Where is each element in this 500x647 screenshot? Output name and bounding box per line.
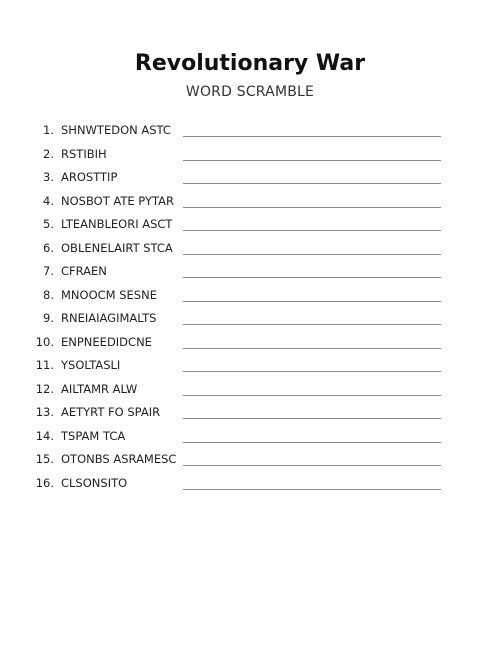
item-number: 16. — [35, 475, 54, 490]
answer-line — [183, 489, 441, 490]
scrambled-word: NOSBOT ATE PYTAR — [61, 193, 174, 208]
item-number: 1. — [43, 123, 54, 137]
item-number: 9. — [43, 311, 54, 325]
list-item — [0, 472, 500, 496]
scrambled-word: YSOLTASLI — [61, 358, 121, 372]
list-item — [0, 237, 500, 261]
answer-line — [183, 442, 441, 443]
item-number: 5. — [43, 217, 54, 231]
worksheet-subtitle: WORD SCRAMBLE — [185, 84, 315, 100]
list-item — [0, 284, 500, 308]
answer-line — [183, 254, 441, 255]
scrambled-word: RNEIAIAGIMALTS — [61, 311, 157, 325]
item-number: 3. — [43, 170, 54, 184]
item-number: 2. — [43, 146, 54, 161]
item-number: 6. — [43, 240, 54, 255]
list-item — [0, 331, 500, 355]
list-item — [0, 425, 500, 449]
answer-line — [183, 183, 441, 184]
scrambled-word: OBLENELAIRT STCA — [61, 240, 173, 255]
item-number: 4. — [43, 193, 54, 208]
answer-line — [183, 207, 441, 208]
scrambled-word: SHNWTEDON ASTC — [61, 123, 171, 137]
scrambled-word: ENPNEEDIDCNE — [61, 334, 152, 349]
answer-line — [183, 395, 441, 396]
item-number: 11. — [35, 358, 54, 372]
list-item — [0, 166, 500, 190]
scrambled-word: CFRAEN — [61, 264, 107, 278]
list-item — [0, 260, 500, 284]
scrambled-word: AROSTTIP — [61, 170, 118, 184]
list-item — [0, 354, 500, 378]
answer-line — [183, 160, 441, 161]
item-number: 10. — [35, 334, 54, 349]
answer-line — [183, 277, 441, 278]
list-item — [0, 401, 500, 425]
list-item — [0, 213, 500, 237]
worksheet-title: Revolutionary War — [134, 51, 366, 76]
item-number: 12. — [35, 381, 54, 396]
scrambled-word: RSTIBIH — [61, 146, 107, 161]
list-item — [0, 378, 500, 402]
answer-line — [183, 348, 441, 349]
list-item — [0, 448, 500, 472]
item-number: 13. — [35, 405, 54, 419]
answer-line — [183, 418, 441, 419]
list-item — [0, 190, 500, 214]
item-number: 15. — [35, 452, 54, 466]
item-number: 14. — [35, 428, 54, 443]
answer-line — [183, 324, 441, 325]
scrambled-word: TSPAM TCA — [61, 428, 126, 443]
answer-line — [183, 465, 441, 466]
answer-line — [183, 136, 441, 137]
scrambled-word: AETYRT FO SPAIR — [61, 405, 161, 419]
item-number: 7. — [43, 264, 54, 278]
list-item — [0, 119, 500, 143]
answer-line — [183, 230, 441, 231]
list-item — [0, 307, 500, 331]
word-scramble-list — [0, 119, 500, 495]
scrambled-word: OTONBS ASRAMESC — [61, 452, 177, 466]
answer-line — [183, 301, 441, 302]
list-item — [0, 143, 500, 167]
scrambled-word: LTEANBLEORI ASCT — [61, 217, 173, 231]
scrambled-word: CLSONSITO — [61, 475, 128, 490]
item-number: 8. — [43, 287, 54, 302]
scrambled-word: MNOOCM SESNE — [61, 287, 157, 302]
answer-line — [183, 371, 441, 372]
scrambled-word: AILTAMR ALW — [61, 381, 138, 396]
